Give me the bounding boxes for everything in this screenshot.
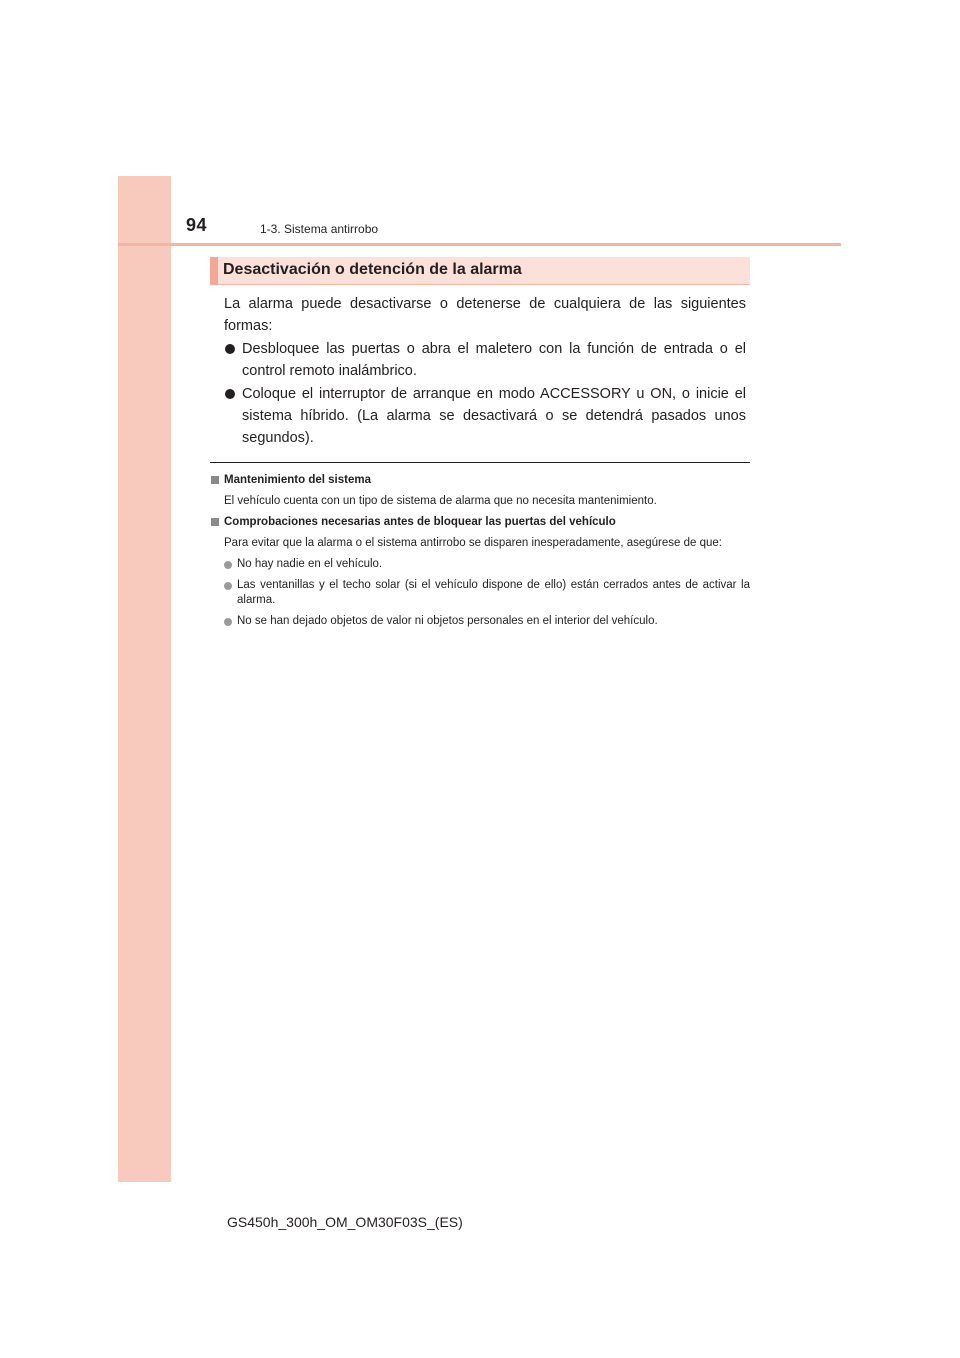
- section-title-bar: [210, 257, 750, 285]
- list-item: [210, 614, 750, 629]
- bullet-text: Desbloquee las puertas o abra el maletero con la función de entrada o el control remoto inalámbrico.: [242, 341, 746, 379]
- header-rule: [118, 243, 841, 246]
- list-item: [224, 383, 746, 449]
- note-maintenance: [210, 472, 750, 509]
- list-item: [210, 557, 750, 572]
- note-heading: [210, 472, 750, 488]
- square-bullet-icon: [211, 518, 219, 526]
- bullet-icon: [224, 618, 232, 626]
- bullet-icon: [225, 389, 235, 399]
- footer-document-code: GS450h_300h_OM_OM30F03S_(ES): [227, 1214, 463, 1230]
- sub-bullet-text: No se han dejado objetos de valor ni objetos personales en el interior del vehículo.: [237, 615, 658, 627]
- section-header: 1-3. Sistema antirrobo: [260, 222, 379, 236]
- title-accent: [210, 257, 218, 285]
- bullet-icon: [224, 561, 232, 569]
- bullet-text: Coloque el interruptor de arranque en modo ACCESSORY u ON, o inicie el sistema híbrido. (La alarma se desactivará o se detendrá pasados unos segundos).: [242, 386, 746, 446]
- note-heading-text: Comprobaciones necesarias antes de bloquear las puertas del vehículo: [224, 516, 616, 528]
- square-bullet-icon: [211, 476, 219, 484]
- sub-bullet-text: No hay nadie en el vehículo.: [237, 558, 383, 570]
- bullet-icon: [225, 344, 235, 354]
- note-heading-text: Mantenimiento del sistema: [224, 474, 371, 486]
- note-checks: [210, 514, 750, 629]
- list-item: [224, 338, 746, 382]
- side-color-band: [118, 176, 171, 1182]
- note-text: Para evitar que la alarma o el sistema antirrobo se disparen inesperadamente, asegúrese de que:: [224, 537, 722, 549]
- list-item: [210, 578, 750, 608]
- page-number: 94: [186, 215, 208, 235]
- note-text: El vehículo cuenta con un tipo de sistema de alarma que no necesita mantenimiento.: [224, 495, 657, 507]
- main-bullet-list: [224, 338, 746, 449]
- sub-bullet-text: Las ventanillas y el techo solar (si el vehículo dispone de ello) están cerrados antes de activar la alarma.: [237, 579, 750, 606]
- notes-divider: [210, 462, 750, 463]
- note-heading: [210, 514, 750, 530]
- bullet-icon: [224, 582, 232, 590]
- section-title: Desactivación o detención de la alarma: [223, 261, 522, 278]
- intro-paragraph: La alarma puede desactivarse o detenerse de cualquiera de las siguientes formas:: [224, 296, 746, 334]
